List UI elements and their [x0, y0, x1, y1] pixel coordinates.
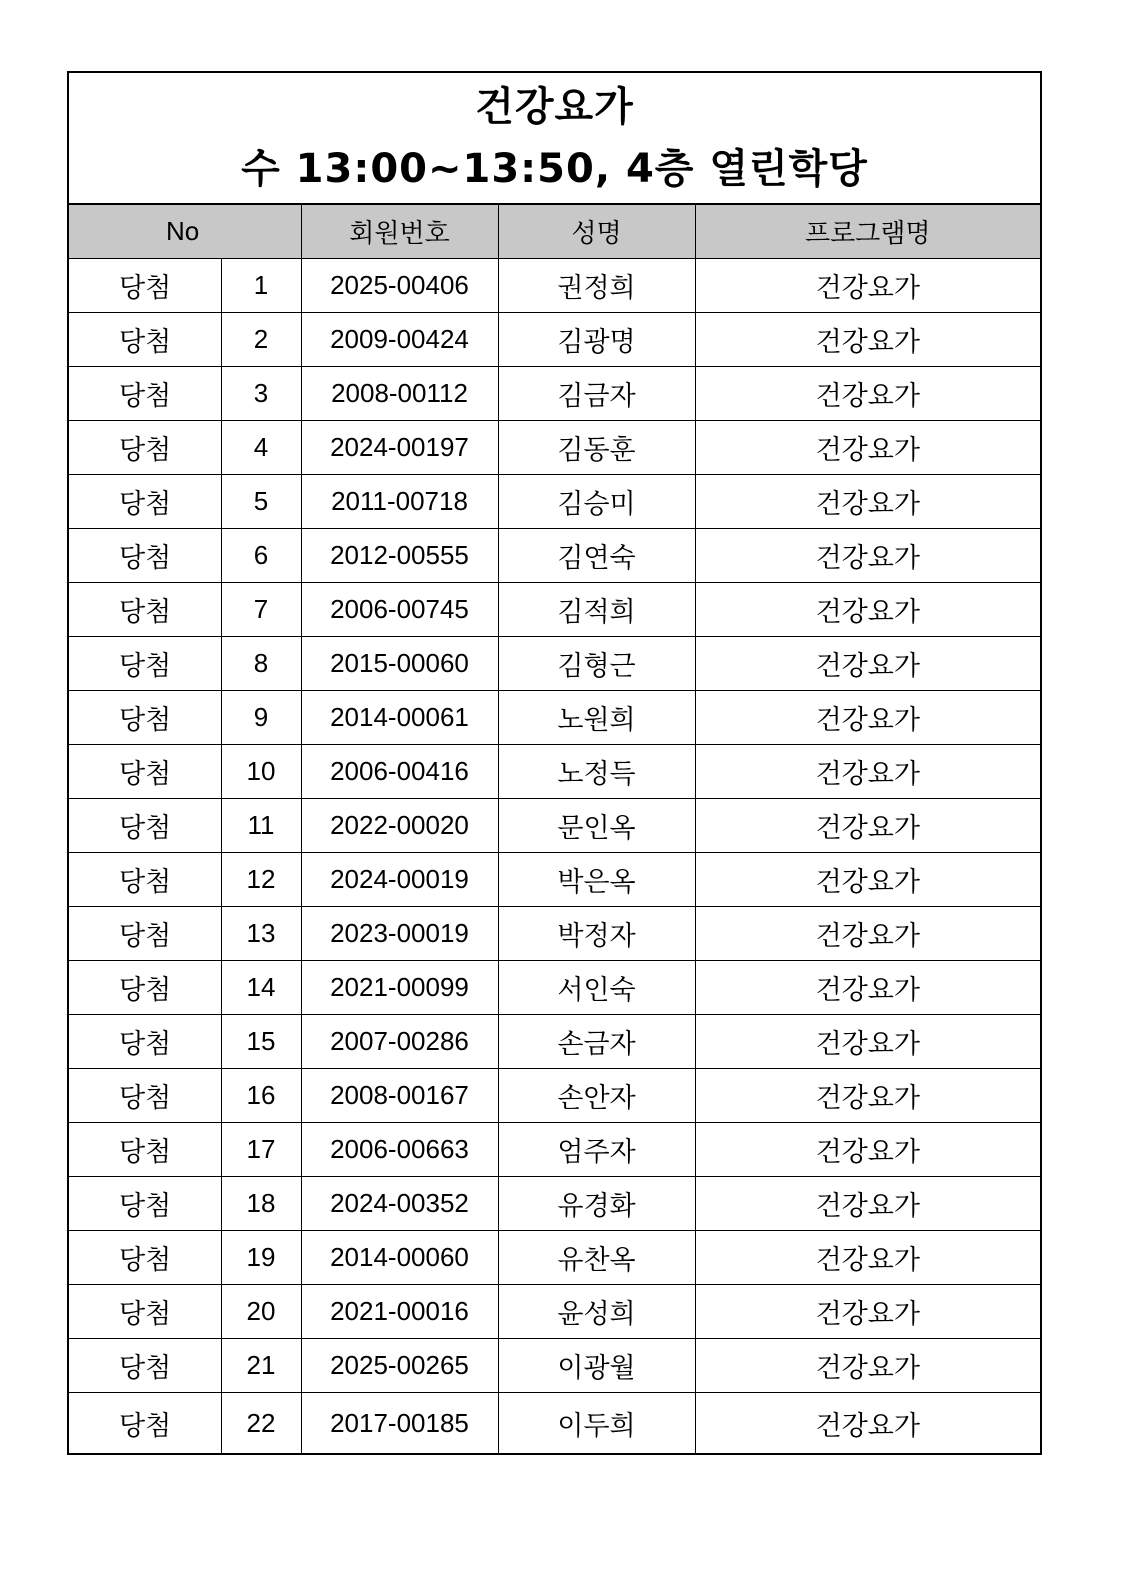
table-row	[69, 907, 1040, 961]
number-cell: 10	[221, 745, 301, 799]
member-id-cell: 2007-00286	[301, 1015, 498, 1069]
program-cell: 건강요가	[695, 1339, 1040, 1393]
status-cell: 당첨	[69, 691, 221, 745]
status-cell: 당첨	[69, 1177, 221, 1231]
status-cell: 당첨	[69, 1339, 221, 1393]
program-cell: 건강요가	[695, 1123, 1040, 1177]
member-id-cell: 2006-00416	[301, 745, 498, 799]
member-id-cell: 2008-00112	[301, 367, 498, 421]
header-program: 프로그램명	[695, 205, 1040, 259]
number-cell: 12	[221, 853, 301, 907]
header-name: 성명	[498, 205, 695, 259]
name-cell: 문인옥	[498, 799, 695, 853]
program-cell: 건강요가	[695, 1231, 1040, 1285]
name-cell: 박은옥	[498, 853, 695, 907]
member-id-cell: 2021-00016	[301, 1285, 498, 1339]
name-cell: 서인숙	[498, 961, 695, 1015]
schedule-location: 수 13:00~13:50, 4층 열린학당	[241, 146, 868, 192]
status-cell: 당첨	[69, 637, 221, 691]
name-cell: 유경화	[498, 1177, 695, 1231]
number-cell: 11	[221, 799, 301, 853]
member-id-cell: 2006-00745	[301, 583, 498, 637]
number-cell: 8	[221, 637, 301, 691]
member-id-cell: 2017-00185	[301, 1393, 498, 1454]
program-title: 건강요가	[475, 84, 634, 130]
program-cell: 건강요가	[695, 583, 1040, 637]
table-row	[69, 529, 1040, 583]
number-cell: 2	[221, 313, 301, 367]
name-cell: 손안자	[498, 1069, 695, 1123]
number-cell: 6	[221, 529, 301, 583]
table-row	[69, 853, 1040, 907]
status-cell: 당첨	[69, 799, 221, 853]
number-cell: 21	[221, 1339, 301, 1393]
number-cell: 3	[221, 367, 301, 421]
program-cell: 건강요가	[695, 421, 1040, 475]
table-row	[69, 1015, 1040, 1069]
status-cell: 당첨	[69, 583, 221, 637]
table-row	[69, 1285, 1040, 1339]
name-cell: 이두희	[498, 1393, 695, 1454]
member-id-cell: 2011-00718	[301, 475, 498, 529]
name-cell: 이광월	[498, 1339, 695, 1393]
status-cell: 당첨	[69, 853, 221, 907]
program-cell: 건강요가	[695, 1177, 1040, 1231]
program-cell: 건강요가	[695, 1069, 1040, 1123]
lottery-result-sheet	[67, 71, 1042, 1455]
member-id-cell: 2015-00060	[301, 637, 498, 691]
number-cell: 20	[221, 1285, 301, 1339]
name-cell: 권정희	[498, 259, 695, 313]
winners-table	[69, 204, 1040, 1453]
member-id-cell: 2024-00352	[301, 1177, 498, 1231]
member-id-cell: 2012-00555	[301, 529, 498, 583]
number-cell: 18	[221, 1177, 301, 1231]
number-cell: 5	[221, 475, 301, 529]
program-cell: 건강요가	[695, 1015, 1040, 1069]
table-row	[69, 367, 1040, 421]
member-id-cell: 2025-00265	[301, 1339, 498, 1393]
name-cell: 손금자	[498, 1015, 695, 1069]
status-cell: 당첨	[69, 907, 221, 961]
name-cell: 김금자	[498, 367, 695, 421]
table-body	[69, 259, 1040, 1454]
status-cell: 당첨	[69, 1393, 221, 1454]
name-cell: 노정득	[498, 745, 695, 799]
status-cell: 당첨	[69, 529, 221, 583]
name-cell: 유찬옥	[498, 1231, 695, 1285]
table-row	[69, 475, 1040, 529]
number-cell: 7	[221, 583, 301, 637]
name-cell: 노원희	[498, 691, 695, 745]
program-cell: 건강요가	[695, 529, 1040, 583]
number-cell: 17	[221, 1123, 301, 1177]
table-header-row	[69, 205, 1040, 259]
member-id-cell: 2008-00167	[301, 1069, 498, 1123]
program-cell: 건강요가	[695, 313, 1040, 367]
name-cell: 김광명	[498, 313, 695, 367]
status-cell: 당첨	[69, 1123, 221, 1177]
table-row	[69, 691, 1040, 745]
member-id-cell: 2014-00060	[301, 1231, 498, 1285]
header-no: No	[69, 205, 301, 259]
name-cell: 김승미	[498, 475, 695, 529]
program-cell: 건강요가	[695, 367, 1040, 421]
table-row	[69, 637, 1040, 691]
table-row	[69, 1231, 1040, 1285]
number-cell: 1	[221, 259, 301, 313]
status-cell: 당첨	[69, 1069, 221, 1123]
table-row	[69, 961, 1040, 1015]
number-cell: 19	[221, 1231, 301, 1285]
name-cell: 윤성희	[498, 1285, 695, 1339]
header-member-id: 회원번호	[301, 205, 498, 259]
status-cell: 당첨	[69, 475, 221, 529]
status-cell: 당첨	[69, 421, 221, 475]
name-cell: 김동훈	[498, 421, 695, 475]
number-cell: 9	[221, 691, 301, 745]
table-row	[69, 799, 1040, 853]
program-cell: 건강요가	[695, 961, 1040, 1015]
program-cell: 건강요가	[695, 799, 1040, 853]
status-cell: 당첨	[69, 259, 221, 313]
status-cell: 당첨	[69, 313, 221, 367]
table-row	[69, 1339, 1040, 1393]
member-id-cell: 2021-00099	[301, 961, 498, 1015]
table-row	[69, 1393, 1040, 1454]
member-id-cell: 2024-00197	[301, 421, 498, 475]
program-cell: 건강요가	[695, 907, 1040, 961]
name-cell: 김연숙	[498, 529, 695, 583]
program-cell: 건강요가	[695, 1285, 1040, 1339]
number-cell: 15	[221, 1015, 301, 1069]
table-row	[69, 313, 1040, 367]
member-id-cell: 2025-00406	[301, 259, 498, 313]
name-cell: 엄주자	[498, 1123, 695, 1177]
status-cell: 당첨	[69, 1285, 221, 1339]
status-cell: 당첨	[69, 367, 221, 421]
name-cell: 김형근	[498, 637, 695, 691]
member-id-cell: 2022-00020	[301, 799, 498, 853]
table-row	[69, 259, 1040, 313]
status-cell: 당첨	[69, 961, 221, 1015]
number-cell: 14	[221, 961, 301, 1015]
table-row	[69, 583, 1040, 637]
program-cell: 건강요가	[695, 745, 1040, 799]
program-cell: 건강요가	[695, 691, 1040, 745]
table-row	[69, 1069, 1040, 1123]
table-row	[69, 1123, 1040, 1177]
number-cell: 16	[221, 1069, 301, 1123]
name-cell: 박정자	[498, 907, 695, 961]
number-cell: 22	[221, 1393, 301, 1454]
status-cell: 당첨	[69, 1015, 221, 1069]
member-id-cell: 2009-00424	[301, 313, 498, 367]
program-cell: 건강요가	[695, 259, 1040, 313]
name-cell: 김적희	[498, 583, 695, 637]
program-cell: 건강요가	[695, 1393, 1040, 1454]
program-cell: 건강요가	[695, 853, 1040, 907]
number-cell: 4	[221, 421, 301, 475]
number-cell: 13	[221, 907, 301, 961]
member-id-cell: 2006-00663	[301, 1123, 498, 1177]
program-cell: 건강요가	[695, 475, 1040, 529]
table-row	[69, 745, 1040, 799]
table-row	[69, 421, 1040, 475]
member-id-cell: 2024-00019	[301, 853, 498, 907]
member-id-cell: 2023-00019	[301, 907, 498, 961]
status-cell: 당첨	[69, 745, 221, 799]
member-id-cell: 2014-00061	[301, 691, 498, 745]
program-cell: 건강요가	[695, 637, 1040, 691]
title-block	[69, 73, 1040, 204]
status-cell: 당첨	[69, 1231, 221, 1285]
table-row	[69, 1177, 1040, 1231]
